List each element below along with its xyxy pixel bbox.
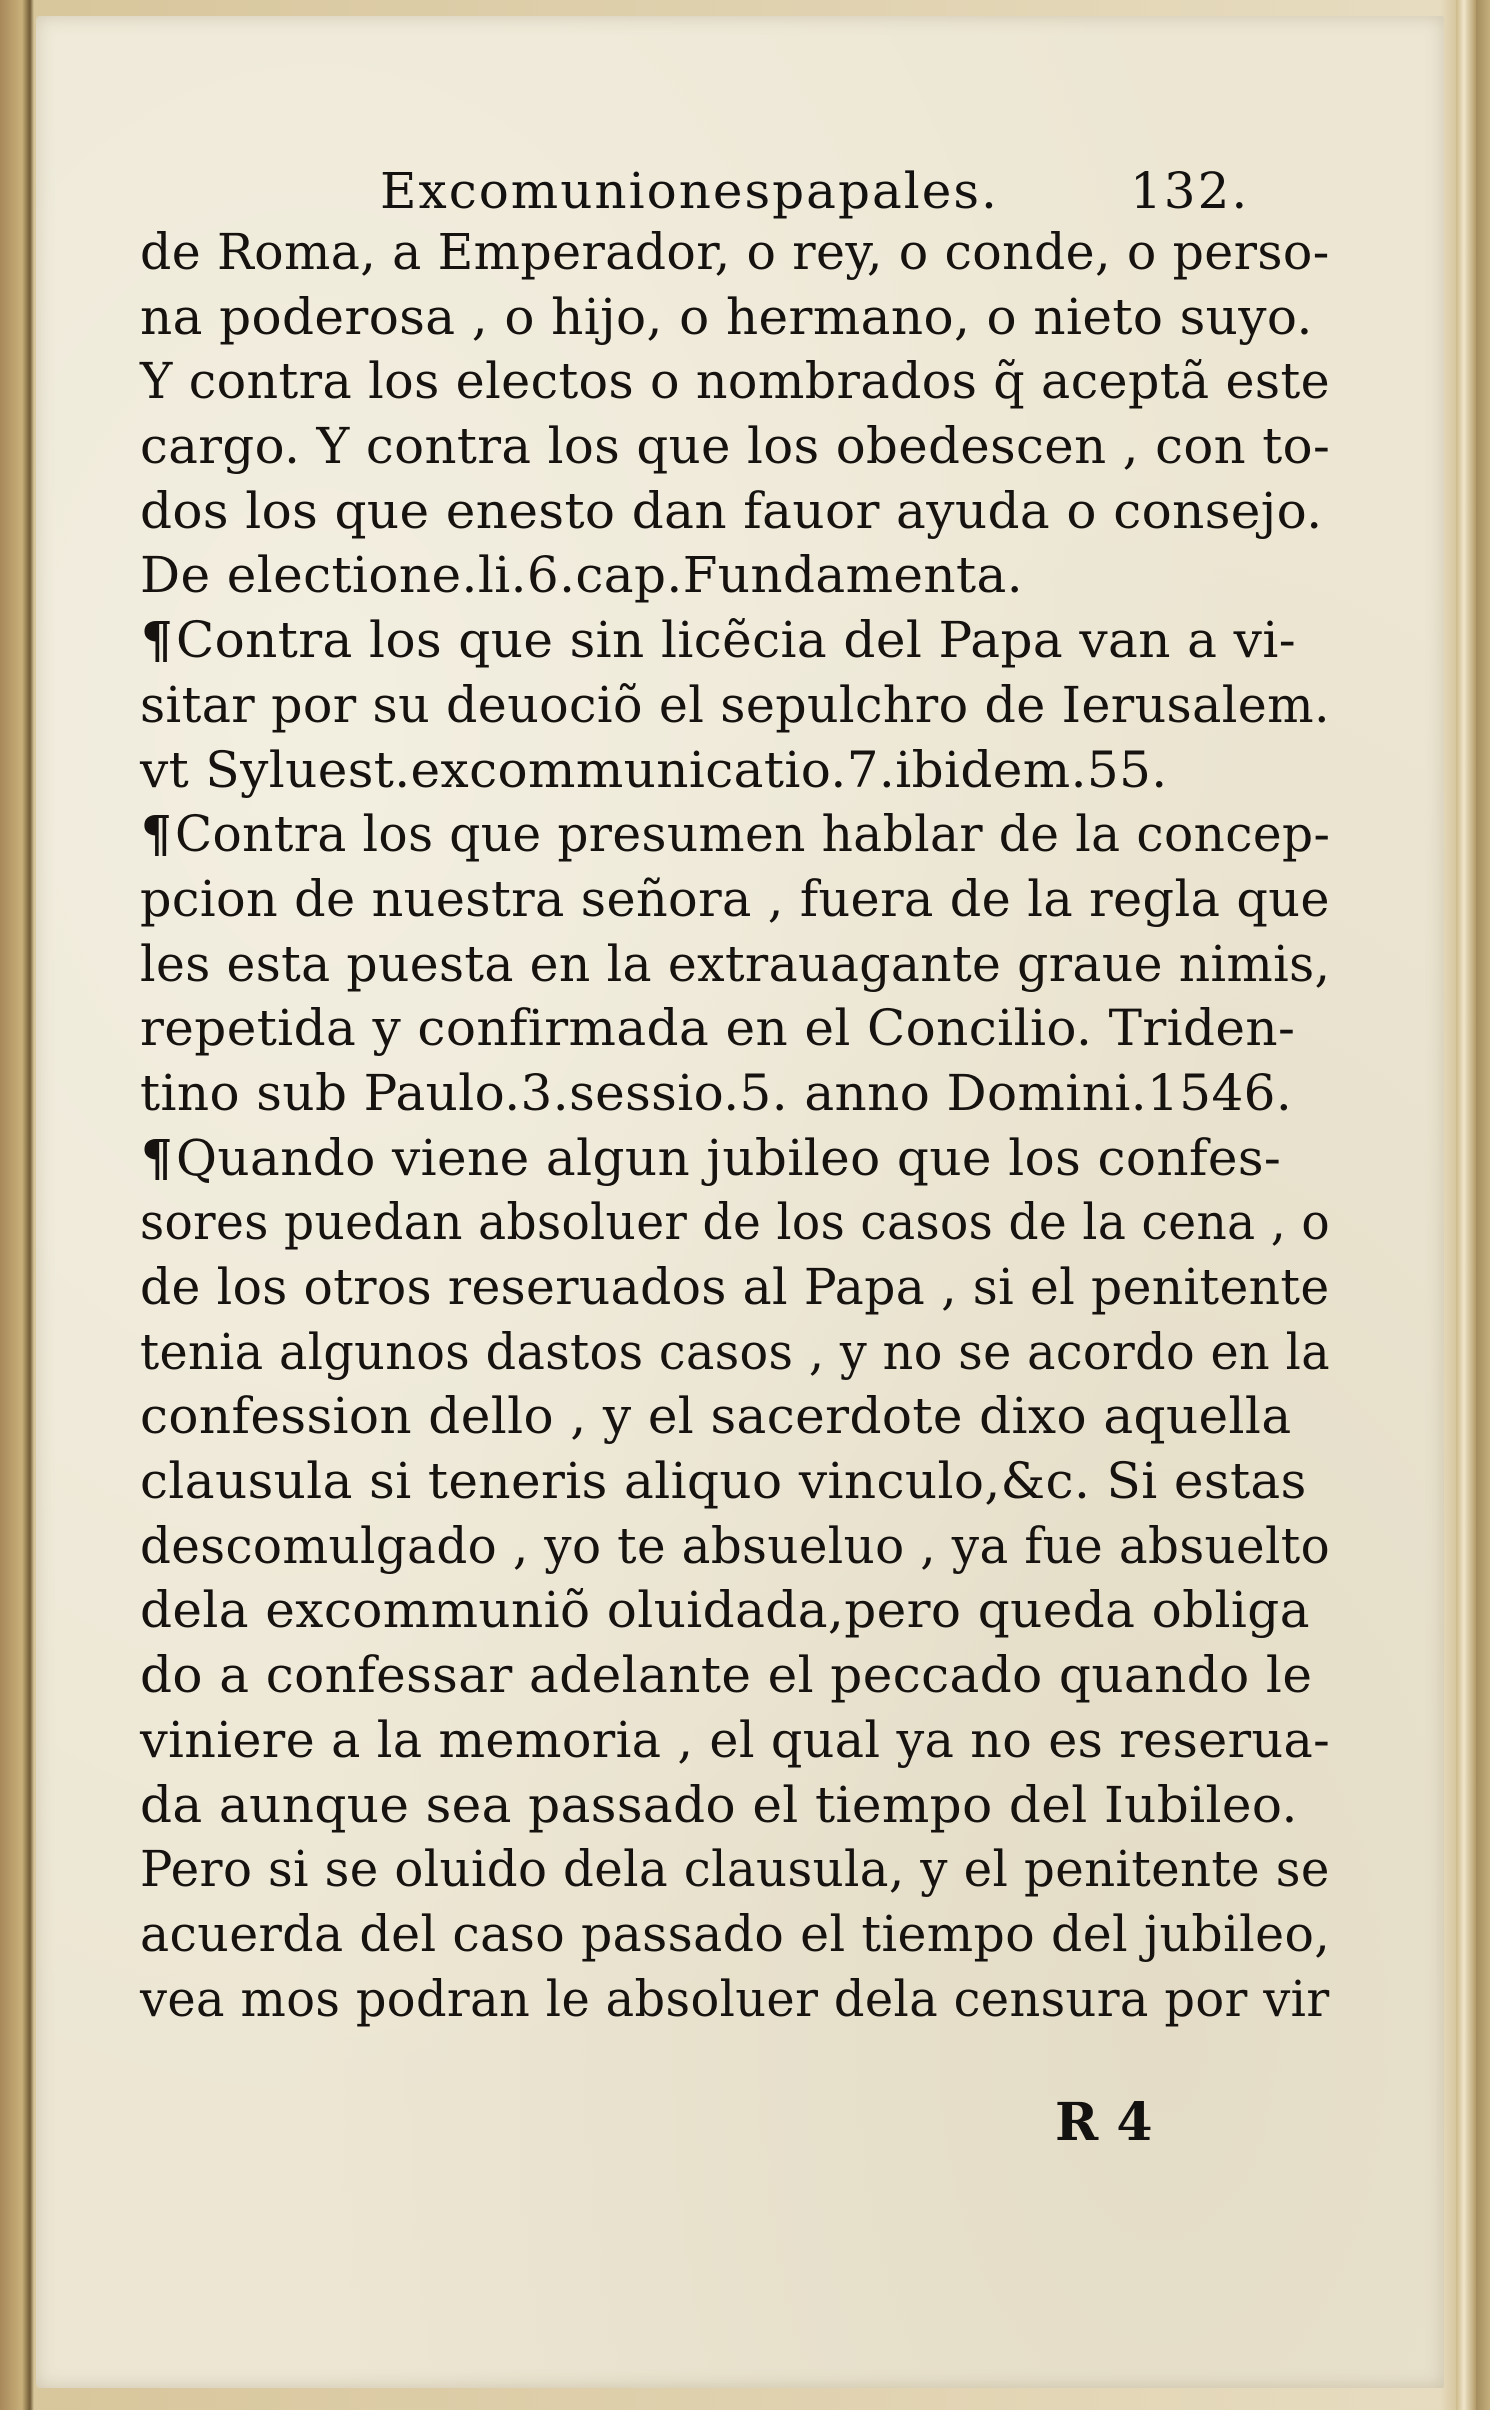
page-edge <box>1456 0 1476 2410</box>
line-text: clausula si teneris aliquo vinculo,&c. Si estas <box>140 1452 1307 1511</box>
line-text: Pero si se oluido dela clausula, y el penitente se <box>140 1840 1330 1899</box>
line-text: vea mos podran le absoluer dela censura por vir <box>140 1969 1330 2028</box>
text-line <box>140 1126 1330 1191</box>
text-line <box>140 1773 1330 1838</box>
text-line <box>140 867 1330 932</box>
line-text: confession dello , y el sacerdote dixo aquella <box>140 1387 1292 1446</box>
text-line <box>140 1643 1330 1708</box>
line-text: tenia algunos dastos casos , y no se acordo en la <box>140 1322 1330 1381</box>
text-line <box>140 738 1330 803</box>
line-text: dos los que enesto dan fauor ayuda o consejo. <box>140 481 1323 540</box>
text-line <box>140 285 1330 350</box>
text-line <box>140 1967 1330 2032</box>
text-line <box>140 1449 1330 1514</box>
line-text: repetida y confirmada en el Concilio. Triden- <box>140 999 1296 1058</box>
line-text: sores puedan absoluer de los casos de la cena , o <box>140 1193 1331 1252</box>
text-line <box>140 932 1331 997</box>
text-line <box>140 220 1330 285</box>
line-text: na poderosa , o hijo, o hermano, o nieto suyo. <box>140 287 1313 346</box>
text-line <box>140 414 1331 479</box>
line-text: Contra los que presumen hablar de la concep- <box>174 805 1331 864</box>
text-line <box>140 1384 1330 1449</box>
line-text: De electione.li.6.cap.Fundamenta. <box>140 546 1024 605</box>
text-line <box>140 479 1330 544</box>
text-line <box>140 543 1330 608</box>
pilcrow-mark: ¶ <box>140 610 174 670</box>
line-text: de los otros reseruados al Papa , si el penitente <box>140 1258 1330 1316</box>
text-line <box>140 1061 1330 1126</box>
line-text: pcion de nuestra señora , fuera de la regla que <box>140 869 1330 928</box>
signature-mark: R 4 <box>1055 2092 1153 2153</box>
pilcrow-mark: ¶ <box>140 804 173 864</box>
text-line <box>140 1578 1330 1643</box>
line-text: descomulgado , yo te absueluo , ya fue absuelto <box>140 1516 1331 1575</box>
text-line <box>140 1902 1331 1967</box>
text-line <box>140 1708 1331 1773</box>
text-line <box>140 673 1331 738</box>
text-line <box>140 349 1331 414</box>
body-text <box>140 220 1330 2031</box>
text-line <box>140 802 1331 867</box>
text-line <box>140 996 1330 1061</box>
line-text: Quando viene algun jubileo que los confes- <box>176 1128 1282 1187</box>
pilcrow-mark: ¶ <box>140 1127 174 1187</box>
text-line <box>140 1320 1330 1385</box>
text-line <box>140 1514 1331 1579</box>
line-text: Contra los que sin licẽcia del Papa van a vi- <box>176 611 1297 670</box>
text-line <box>140 1837 1330 1902</box>
line-text: les esta puesta en la extrauagante graue nimis, <box>140 934 1331 993</box>
line-text: do a confessar adelante el peccado quando le <box>140 1646 1313 1705</box>
line-text: de Roma, a Emperador, o rey, o conde, o perso- <box>140 223 1330 281</box>
line-text: cargo. Y contra los que los obedescen , con to- <box>140 417 1331 476</box>
text-line <box>140 1190 1331 1255</box>
text-line <box>140 608 1330 673</box>
page-number: 132. <box>1130 162 1250 220</box>
line-text: tino sub Paulo.3.sessio.5. anno Domini.1546. <box>140 1063 1293 1122</box>
line-text: viniere a la memoria , el qual ya no es reserua- <box>140 1710 1331 1769</box>
line-text: da aunque sea passado el tiempo del Iubileo. <box>140 1775 1298 1834</box>
text-line <box>140 1255 1330 1320</box>
running-header <box>340 150 1320 220</box>
header-title: Excomunionespapales. <box>380 162 999 220</box>
line-text: dela excommuniõ oluidada,pero queda obliga <box>140 1581 1310 1640</box>
line-text: vt Syluest.excommunicatio.7.ibidem.55. <box>140 740 1168 799</box>
line-text: Y contra los electos o nombrados q̃ aceptã este <box>140 352 1331 411</box>
line-text: acuerda del caso passado el tiempo del jubileo, <box>140 1904 1331 1963</box>
line-text: sitar por su deuociõ el sepulchro de Ierusalem. <box>140 675 1331 734</box>
